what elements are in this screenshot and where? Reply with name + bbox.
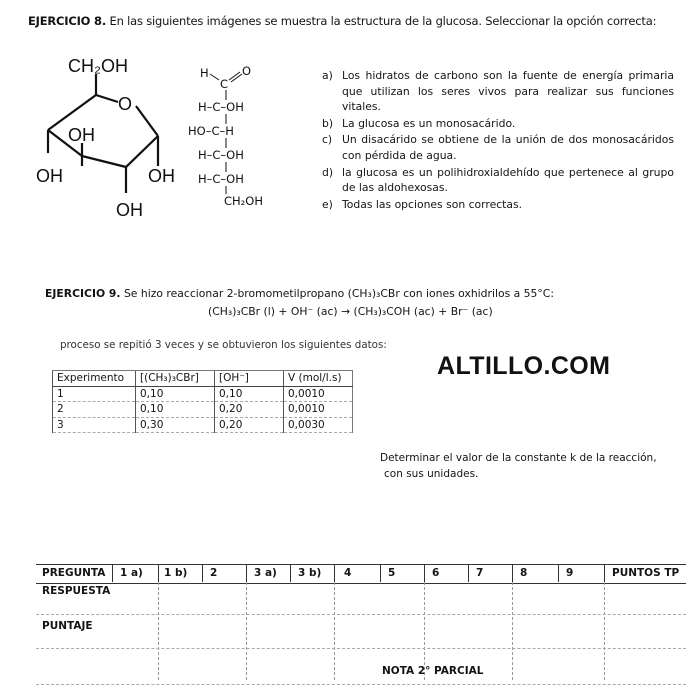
option-text: La glucosa es un monosacárido. bbox=[342, 116, 516, 130]
ring-oh-bottom-label: OH bbox=[116, 200, 143, 220]
option-letter: a) bbox=[322, 69, 333, 82]
table-cell: 0,20 bbox=[215, 417, 284, 433]
kinetics-data-table bbox=[52, 370, 353, 433]
grid-header-3b: 3 b) bbox=[298, 567, 322, 579]
grid-divider bbox=[158, 564, 159, 582]
option-text: Todas las opciones son correctas. bbox=[342, 197, 523, 211]
grid-header-5: 5 bbox=[388, 567, 396, 579]
glucose-fischer-projection bbox=[186, 60, 286, 212]
exercise-8-label: EJERCICIO 8. bbox=[28, 14, 107, 28]
option-text: Los hidratos de carbono son la fuente de energía primaria que utilizan los seres vivos para realizar sus funciones vitales. bbox=[342, 69, 674, 114]
exercise-8-statement: En las siguientes imágenes se muestra la estructura de la glucosa. Seleccionar la opción correcta: bbox=[106, 14, 657, 28]
nota-parcial-label: NOTA 2° PARCIAL bbox=[382, 665, 484, 677]
fischer-top-c: C bbox=[220, 77, 229, 91]
grid-divider bbox=[424, 564, 425, 582]
ring-oh-right-label: OH bbox=[148, 166, 175, 186]
grid-divider bbox=[558, 564, 559, 582]
grid-header-1b: 1 b) bbox=[164, 567, 188, 579]
task-line-2: con sus unidades. bbox=[384, 467, 479, 480]
ring-ch2oh-label: CH₂OH bbox=[68, 56, 128, 76]
table-cell: 3 bbox=[53, 417, 136, 433]
grid-divider bbox=[604, 582, 605, 680]
data-intro-text: proceso se repitió 3 veces y se obtuvieron los siguientes datos: bbox=[60, 339, 387, 351]
task-line-1: Determinar el valor de la constante k de la reacción, bbox=[380, 452, 657, 464]
table-header-row bbox=[53, 371, 353, 387]
watermark-logo: ALTILLO.COM bbox=[437, 352, 611, 380]
grid-divider bbox=[604, 564, 605, 582]
option-letter: d) bbox=[322, 165, 334, 179]
option-b[interactable] bbox=[322, 116, 674, 132]
ring-oh-left-label: OH bbox=[36, 166, 63, 186]
grid-header-3a: 3 a) bbox=[254, 567, 277, 579]
fischer-row-3: H–C–OH bbox=[198, 148, 244, 162]
fischer-row-2: HO–C–H bbox=[188, 124, 234, 138]
exercise-9-task bbox=[380, 451, 657, 482]
ring-oxygen-label: O bbox=[118, 94, 133, 114]
ring-oh-inner-label: OH bbox=[68, 125, 95, 145]
table-row bbox=[53, 417, 353, 433]
exercise-8-title bbox=[28, 14, 656, 28]
table-cell: 0,30 bbox=[136, 417, 215, 433]
grid-header-1a: 1 a) bbox=[120, 567, 143, 579]
fischer-top-o: O bbox=[242, 64, 252, 78]
grid-divider bbox=[468, 564, 469, 582]
option-e[interactable] bbox=[322, 197, 674, 213]
table-cell: 0,10 bbox=[136, 386, 215, 402]
exercise-9-title bbox=[45, 287, 554, 300]
option-text: Un disacárido se obtiene de la unión de dos monosacáridos con pérdida de agua. bbox=[342, 133, 674, 162]
grid-divider bbox=[380, 564, 381, 582]
table-row bbox=[53, 386, 353, 402]
grid-divider bbox=[158, 582, 159, 680]
grid-row-divider bbox=[36, 684, 686, 685]
row-label-respuesta: RESPUESTA bbox=[42, 585, 111, 597]
answer-grid-header bbox=[36, 564, 686, 584]
grid-header-8: 8 bbox=[520, 567, 528, 579]
grid-divider bbox=[202, 564, 203, 582]
grid-divider bbox=[246, 582, 247, 680]
grid-divider bbox=[334, 564, 335, 582]
option-a[interactable] bbox=[322, 68, 674, 115]
grid-divider bbox=[512, 582, 513, 680]
table-cell: 0,0010 bbox=[284, 402, 353, 418]
table-cell: 0,0030 bbox=[284, 417, 353, 433]
grid-row-divider bbox=[36, 614, 686, 615]
header-cell: Experimento bbox=[53, 371, 136, 387]
reaction-equation: (CH₃)₃CBr (l) + OH⁻ (ac) → (CH₃)₃COH (ac) + Br⁻ (ac) bbox=[208, 305, 493, 318]
grid-row-divider bbox=[36, 648, 686, 649]
grid-divider bbox=[334, 582, 335, 680]
option-text: la glucosa es un polihidroxialdehído que pertenece al grupo de las aldohexosas. bbox=[342, 165, 674, 195]
exercise-8-options bbox=[322, 68, 674, 213]
grid-header-9: 9 bbox=[566, 567, 574, 579]
grid-header-puntos-tp: PUNTOS TP bbox=[612, 567, 680, 579]
fischer-row-4: H–C–OH bbox=[198, 172, 244, 186]
table-cell: 0,20 bbox=[215, 402, 284, 418]
grid-divider bbox=[112, 564, 113, 582]
option-letter: e) bbox=[322, 197, 333, 211]
fischer-row-1: H–C–OH bbox=[198, 100, 244, 114]
header-cell: [OH⁻] bbox=[215, 371, 284, 387]
fischer-bottom-label: CH₂OH bbox=[224, 194, 263, 208]
exercise-9-statement: Se hizo reaccionar 2-bromometilpropano (CH₃)₃CBr con iones oxhidrilos a 55°C: bbox=[120, 287, 554, 300]
exercise-9-label: EJERCICIO 9. bbox=[45, 287, 121, 300]
grid-header-7: 7 bbox=[476, 567, 484, 579]
table-cell: 1 bbox=[53, 386, 136, 402]
fischer-top-h: H bbox=[200, 66, 209, 80]
grid-header-6: 6 bbox=[432, 567, 440, 579]
option-letter: b) bbox=[322, 116, 334, 130]
glucose-ring-structure bbox=[30, 48, 190, 228]
table-cell: 0,0010 bbox=[284, 386, 353, 402]
option-c[interactable] bbox=[322, 132, 674, 163]
header-cell: [(CH₃)₃CBr] bbox=[136, 371, 215, 387]
row-label-puntaje: PUNTAJE bbox=[42, 620, 93, 632]
table-cell: 2 bbox=[53, 402, 136, 418]
option-letter: c) bbox=[322, 133, 333, 147]
header-cell: V (mol/l.s) bbox=[284, 371, 353, 387]
table-row bbox=[53, 402, 353, 418]
grid-header-4: 4 bbox=[344, 567, 352, 579]
grid-divider bbox=[290, 564, 291, 582]
grid-header-pregunta: PREGUNTA bbox=[42, 567, 106, 579]
grid-header-2: 2 bbox=[210, 567, 218, 579]
grid-divider bbox=[246, 564, 247, 582]
grid-divider bbox=[512, 564, 513, 582]
table-cell: 0,10 bbox=[215, 386, 284, 402]
table-cell: 0,10 bbox=[136, 402, 215, 418]
option-d[interactable] bbox=[322, 165, 674, 196]
